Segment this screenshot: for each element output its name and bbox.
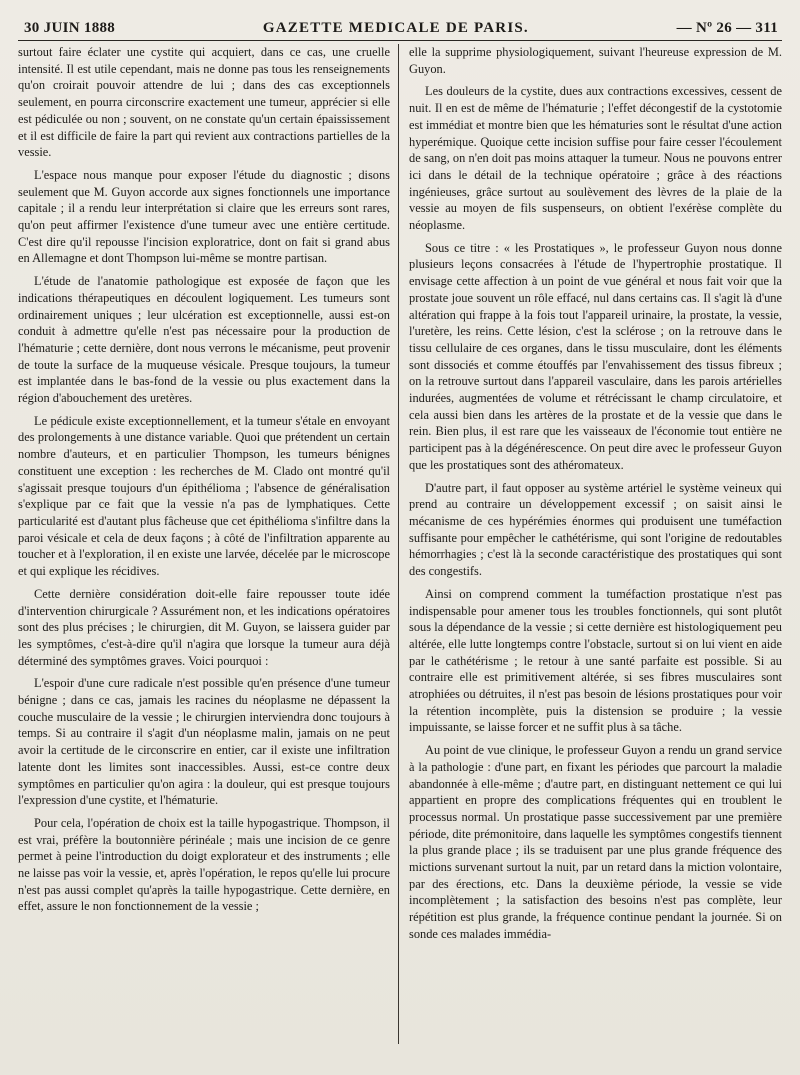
header-date: 30 JUIN 1888 [24, 20, 116, 36]
header-title: GAZETTE MEDICALE DE PARIS. [262, 20, 529, 36]
left-column [18, 44, 398, 1044]
paragraph: Le pédicule existe exceptionnellement, et la tumeur s'étale en envoyant des prolongements à une distance variable. Quoi que prétendent un certain nombre d'auteurs, et en particulier Thompson, les tumeurs bénignes constituent une exception : les recherches de M. Clado ont montré qu'il s'agissait presque toujours d'un épithélioma ; l'absence de généralisation s'explique par ce fait que la vessie n'a pas de lymphatiques. Cette particularité est d'autant plus fâcheuse que cet épithélioma s'infiltre dans la paroi vésicale et cela de deux façons ; à côté de l'infiltration apparente au toucher et à l'exploration, il en existe une larvée, décelée par le microscope et qui explique les récidives. [18, 413, 390, 579]
header-issue: — Nº 26 — 311 [676, 20, 778, 36]
paragraph: Ainsi on comprend comment la tuméfaction prostatique n'est pas indispensable pour amener tous les troubles fonctionnels, qui sont plutôt sous la dépendance de la vessie ; si cette dernière est histologiquement peu altérée, elle lutte longtemps contre l'obstacle, surtout si on lui vient en aide par le cathétérisme ; le retour à une santé parfaite est possible. Si au contraire elle est primitivement altérée, si ses fibres musculaires sont atrophiées ou détruites, il n'est pas besoin de lésions prostatiques pour voir la rétention incomplète, puis la distension se produire ; la vessie impuissante, se laisse forcer et ne suffit plus à sa tâche. [409, 586, 782, 735]
paragraph: Les douleurs de la cystite, dues aux contractions excessives, cessent de nuit. Il en est de même de l'hématurie ; l'effet décongestif de la cystotomie est immédiat et montre bien que les hématuries sont le résultat d'une action hyperémique. Quoique cette incision suffise pour faire cesser l'écoulement de sang, on n'en doit pas moins attaquer la tumeur. Nous ne pouvons entrer ici dans le détail de la technique opératoire ; grâce à des réactions ingénieuses, grâce surtout au soulèvement des lèvres de la plaie de la vessie au moyen de fils suspenseurs, on obtient l'exérèse complète du néoplasme. [409, 84, 782, 233]
paragraph: D'autre part, il faut opposer au système artériel le système veineux qui prend au contraire un développement excessif ; on saisit ainsi le mécanisme de ces hypérémies énormes qui produisent une tuméfaction suffisante pour empêcher le cathétérisme, qui sont l'origine de redoutables hémorrhagies ; c'est là la seconde caractéristique des prostatiques qui sont des congestifs. [409, 480, 782, 579]
paragraph: Cette dernière considération doit-elle faire repousser toute idée d'intervention chirurgicale ? Assurément non, et les indications opératoires sont des plus précises ; le chirurgien, dit M. Guyon, se laissera guider par les symptômes, c'est-à-dire qu'il n'agira que lorsque la tumeur aura déjà déterminé des symptômes graves. Voici pourquoi : [18, 586, 390, 668]
paragraph: elle la supprime physiologiquement, suivant l'heureuse expression de M. Guyon. [409, 45, 782, 76]
paragraph: L'espace nous manque pour exposer l'étude du diagnostic ; disons seulement que M. Guyon accorde aux signes fonctionnels une importance capitale ; il a rendu leur interprétation si claire que les erreurs sont rares, qu'on peut affirmer l'existence d'une tumeur avec une entière certitude. C'est dire qu'il repousse l'incision exploratrice, dont on fait si grand abus en Allemagne et dont Thompson lui-même se montre partisan. [18, 167, 390, 266]
paragraph: L'espoir d'une cure radicale n'est possible qu'en présence d'une tumeur bénigne ; dans ce cas, jamais les racines du néoplasme ne dépassent la couche musculaire de la vessie ; le chirurgien interviendra donc toujours à temps. Si au contraire il s'agit d'un néoplasme malin, jamais on ne peut avoir la certitude de le circonscrire en entier, car il existe une infiltration latente dont les limites sont inaccessibles. Aussi, est-ce contre deux symptômes en particulier qu'on agira : la douleur, qui est presque toujours l'expression d'une cystite, et l'hématurie. [18, 676, 390, 808]
paragraph: Au point de vue clinique, le professeur Guyon a rendu un grand service à la pathologie : d'une part, en fixant les périodes que parcourt la maladie abandonnée à elle-même ; d'autre part, en distinguant nettement ce qui lui appartient en propre des complications fréquentes qui en troublent le processus normal. Un prostatique passe successivement par une première période, dite prémonitoire, dans laquelle les symptômes congestifs tiennent la plus grande place ; ils se traduisent par une plus grande fréquence des mictions survenant surtout la nuit, par un retard dans la miction volontaire, par des érections, etc. Dans la deuxième période, la vessie se vide incomplètement ; la satisfaction des besoins n'est pas complète, leur répétition est plus grande, la fréquence continue pendant la journée. Si on sonde ces malades immédia- [409, 743, 782, 941]
page-header [18, 14, 782, 41]
right-column [398, 44, 782, 1044]
paragraph: L'étude de l'anatomie pathologique est exposée de façon que les indications thérapeutiques en découlent logiquement. Les tumeurs sont ordinairement uniques ; leur ulcération est exceptionnelle, aussi est-on conduit à admettre qu'elle n'est pas nécessaire pour la production de l'hématurie ; cette dernière, dont nous verrons le mécanisme, peut provenir de toute la surface de la muqueuse vésicale. Presque toujours, la tumeur est implantée dans le bas-fond de la vessie ou plus exactement dans la région d'abouchement des uretères. [18, 274, 390, 406]
paragraph: Sous ce titre : « les Prostatiques », le professeur Guyon nous donne plusieurs leçons consacrées à l'étude de l'hypertrophie prostatique. Il envisage cette affection à un point de vue général et nous fait voir que la prostate joue souvent un rôle effacé, nul dans certains cas. Il s'agit là d'une altération qui frappe à la fois tout l'appareil urinaire, la prostate, la vessie, l'uretère, les reins. Cette lésion, c'est la sclérose ; on la retrouve dans le tissu cellulaire de ces organes, dans le tissu musculaire, dont les éléments sont dissociés et comme étouffés par l'envahissement des tissus fibreux ; on la retrouve surtout dans l'appareil vasculaire, dans les parois artérielles indurées, augmentées de volume et rétrécissant le champ circulatoire, et cela aussi bien dans les artères de la prostate et de la vessie que dans le rein. Bien plus, il est rare que les vaisseaux de l'économie tout entière ne participent pas à la dégénérescence. On peut dire avec le professeur Guyon que les prostatiques sont des athéromateux. [409, 240, 782, 472]
paragraph: Pour cela, l'opération de choix est la taille hypogastrique. Thompson, il est vrai, préfère la boutonnière périnéale ; mais une incision de ce genre permet à peine l'introduction du doigt explorateur et des instruments ; elle ne laisse pas voir la vessie, et, après l'opération, le repos qu'elle lui procure n'est pas aussi complet qu'après la taille hypogastrique. Cette dernière, en effet, assure le non fonctionnement de la vessie ; [18, 815, 390, 914]
paragraph: surtout faire éclater une cystite qui acquiert, dans ce cas, une cruelle intensité. Il est utile cependant, mais ne donne pas tous les renseignements qu'on croirait pouvoir attendre de lui ; dans des cas exceptionnels seulement, en pourra circonscrire exactement une tumeur, apprécier si elle est pédiculée ou non ; souvent, on ne constate qu'un certain épaississement et il est difficile de faire la part qui revient aux contractions partielles de la vessie. [18, 45, 390, 160]
text-columns [18, 44, 782, 1044]
